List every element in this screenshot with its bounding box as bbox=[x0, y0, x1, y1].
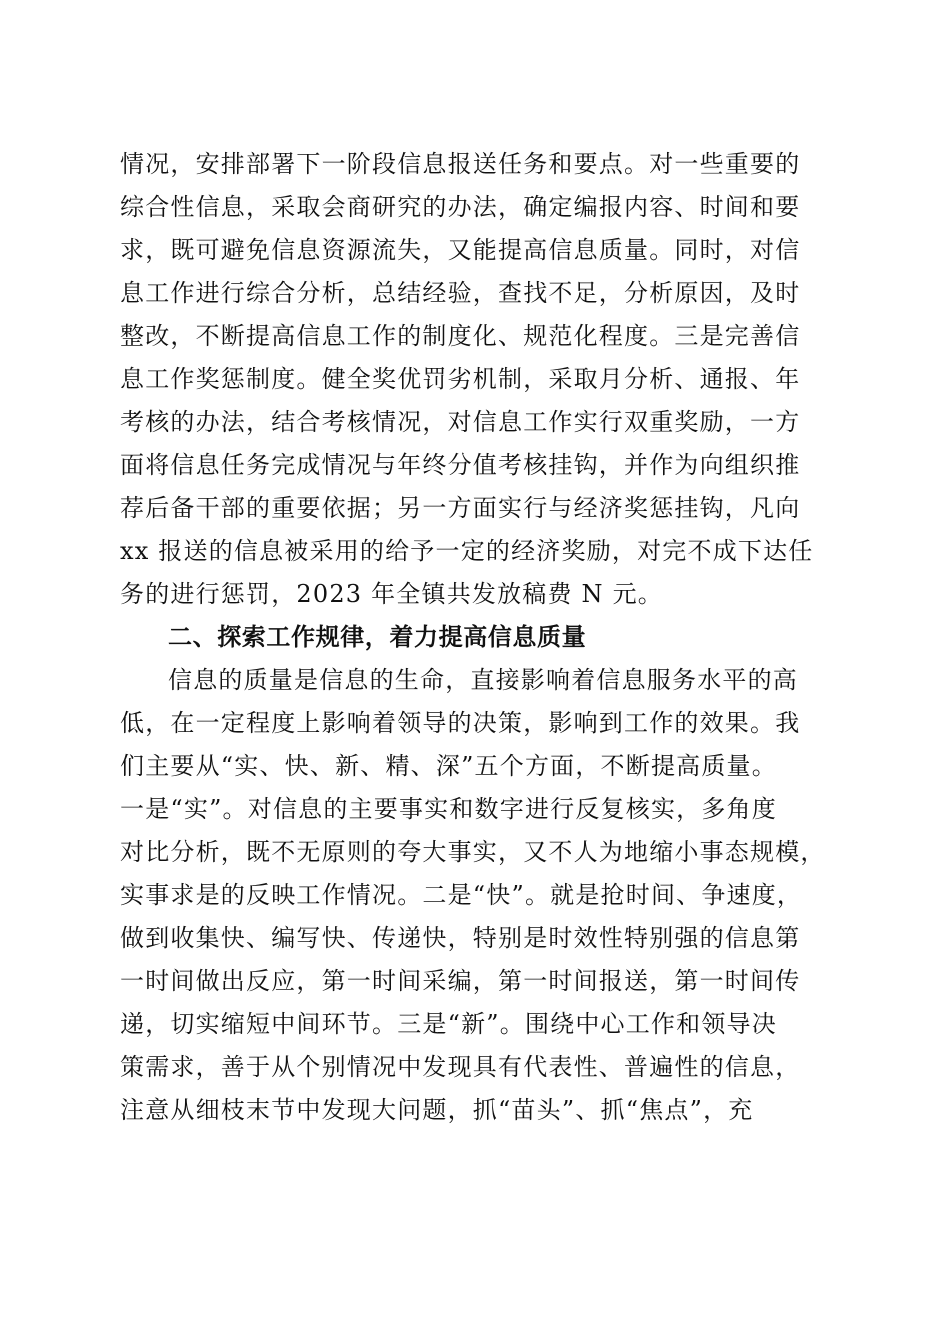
text-line: 对比分析，既不无原则的夸大事实，又不人为地缩小事态规模， bbox=[120, 838, 826, 866]
text-line: 综合性信息，采取会商研究的办法，确定编报内容、时间和要 bbox=[120, 193, 801, 221]
text-line: 低，在一定程度上影响着领导的决策，影响到工作的效果。我 bbox=[120, 709, 801, 737]
text-line: 注意从细枝末节中发现大问题，抓“苗头”、抓“焦点”，充 bbox=[120, 1096, 754, 1124]
text-line: xx 报送的信息被采用的给予一定的经济奖励，对完不成下达任 bbox=[120, 537, 814, 565]
text-line: 一时间做出反应，第一时间采编，第一时间报送，第一时间传 bbox=[120, 967, 801, 995]
text-line: 务的进行惩罚，2023 年全镇共发放稿费 N 元。 bbox=[120, 580, 663, 608]
text-line: 整改，不断提高信息工作的制度化、规范化程度。三是完善信 bbox=[120, 322, 801, 350]
text-line: 求，既可避免信息资源流失，又能提高信息质量。同时，对信 bbox=[120, 236, 801, 264]
text-line: 考核的办法，结合考核情况，对信息工作实行双重奖励，一方 bbox=[120, 408, 801, 436]
text-line: 荐后备干部的重要依据；另一方面实行与经济奖惩挂钩，凡向 bbox=[120, 494, 801, 522]
document-body bbox=[120, 143, 840, 1132]
text-line: 面将信息任务完成情况与年终分值考核挂钩，并作为向组织推 bbox=[120, 451, 801, 479]
text-line: 实事求是的反映工作情况。二是“快”。就是抢时间、争速度， bbox=[120, 881, 803, 909]
paragraph-quality bbox=[120, 659, 840, 1132]
text-line: 息工作进行综合分析，总结经验，查找不足，分析原因，及时 bbox=[120, 279, 801, 307]
text-line: 做到收集快、编写快、传递快，特别是时效性特别强的信息第 bbox=[120, 924, 801, 952]
text-line: 情况，安排部署下一阶段信息报送任务和要点。对一些重要的 bbox=[120, 150, 801, 178]
text-line: 信息的质量是信息的生命，直接影响着信息服务水平的高 bbox=[168, 666, 798, 694]
text-line: 们主要从“实、快、新、精、深”五个方面，不断提高质量。 bbox=[120, 752, 777, 780]
text-line: 递，切实缩短中间环节。三是“新”。围绕中心工作和领导决 bbox=[120, 1010, 777, 1038]
section-heading: 二、探索工作规律，着力提高信息质量 bbox=[168, 623, 587, 651]
text-line: 一是“实”。对信息的主要事实和数字进行反复核实，多角度 bbox=[120, 795, 777, 823]
paragraph-continued bbox=[120, 143, 840, 616]
text-line: 策需求，善于从个别情况中发现具有代表性、普遍性的信息， bbox=[120, 1053, 801, 1081]
text-line: 息工作奖惩制度。健全奖优罚劣机制，采取月分析、通报、年 bbox=[120, 365, 801, 393]
